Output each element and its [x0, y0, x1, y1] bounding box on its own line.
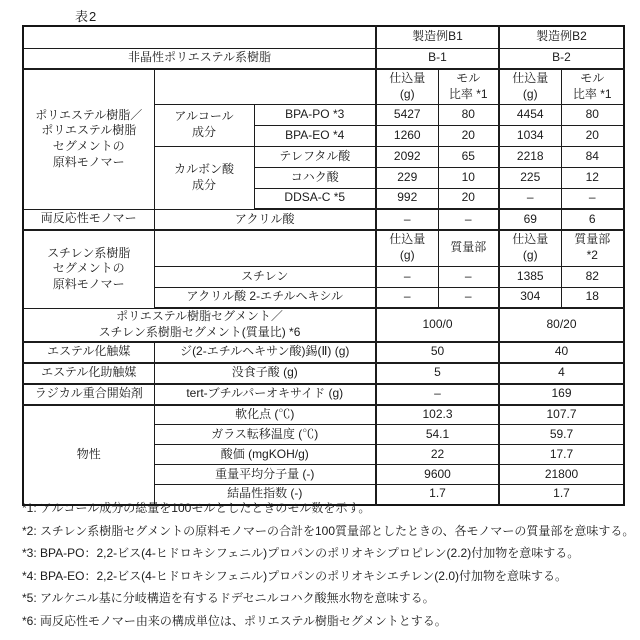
property-name: 軟化点 (℃) [154, 405, 376, 425]
value-cell: 4 [499, 363, 624, 384]
value-cell: 84 [561, 146, 624, 167]
value-cell: 229 [376, 167, 438, 188]
header-b1-charge: 仕込量 (g) [376, 69, 438, 104]
value-cell: 80/20 [499, 308, 624, 342]
monomer-name: テレフタル酸 [254, 146, 376, 167]
property-name: ガラス転移温度 (℃) [154, 425, 376, 445]
footnote-2: *2: スチレン系樹脂セグメントの原料モノマーの合計を100質量部としたときの、各モノマーの質量部を意味する。 [22, 523, 635, 538]
value-cell: 80 [561, 104, 624, 125]
value-cell: 2218 [499, 146, 561, 167]
substance-name: 没食子酸 (g) [154, 363, 376, 384]
value-cell: – [376, 266, 438, 287]
value-cell: – [561, 188, 624, 209]
substance-name: ジ(2-エチルヘキサン酸)錫(Ⅱ) (g) [154, 342, 376, 363]
value-cell: 18 [561, 287, 624, 308]
value-cell: 69 [499, 209, 561, 230]
header-example-b1: 製造例B1 [376, 26, 499, 48]
footnote-4: *4: BPA-EO：2,2-ビス(4-ヒドロキシフェニル)プロパンのポリオキシエチレン(2.0)付加物を意味する。 [22, 568, 567, 583]
footnote-5: *5: アルケニル基に分岐構造を有するドデセニルコハク酸無水物を意味する。 [22, 591, 435, 605]
value-cell: 22 [376, 445, 499, 465]
property-name: 酸価 (mgKOH/g) [154, 445, 376, 465]
value-cell: 304 [499, 287, 561, 308]
value-cell: – [499, 188, 561, 209]
monomer-name: スチレン [154, 266, 376, 287]
value-cell: 21800 [499, 465, 624, 485]
value-cell: 65 [438, 146, 499, 167]
row-label-alcohol-component: アルコール 成分 [154, 104, 254, 146]
value-cell: 54.1 [376, 425, 499, 445]
substance-name: tert-ブチルパーオキサイド (g) [154, 384, 376, 405]
blank-subheader-cell [154, 230, 376, 266]
value-cell: 169 [499, 384, 624, 405]
value-cell: 40 [499, 342, 624, 363]
value-cell: 82 [561, 266, 624, 287]
value-cell: 59.7 [499, 425, 624, 445]
header-example-b2: 製造例B2 [499, 26, 624, 48]
value-cell: 1385 [499, 266, 561, 287]
value-cell: 5 [376, 363, 499, 384]
row-label-amphoteric-monomer: 両反応性モノマー [23, 209, 154, 230]
value-cell: 50 [376, 342, 499, 363]
value-cell: 2092 [376, 146, 438, 167]
value-cell: 992 [376, 188, 438, 209]
value-cell: 20 [438, 188, 499, 209]
monomer-name: DDSA-C *5 [254, 188, 376, 209]
monomer-name: アクリル酸 [154, 209, 376, 230]
value-cell: 1.7 [499, 485, 624, 505]
row-label-esterification-cocatalyst: エステル化助触媒 [23, 363, 154, 384]
row-label-segment-mass-ratio: ポリエステル樹脂セグメント／ スチレン系樹脂セグメント(質量比) *6 [23, 308, 376, 342]
value-cell: – [376, 209, 438, 230]
property-name: 結晶性指数 (-) [154, 485, 376, 505]
monomer-name: BPA-EO *4 [254, 125, 376, 146]
row-label-radical-initiator: ラジカル重合開始剤 [23, 384, 154, 405]
row-label-styrene-monomers: スチレン系樹脂 セグメントの 原料モノマー [23, 230, 154, 308]
header-b1-mol-ratio: モル 比率 *1 [438, 69, 499, 104]
value-cell: 1260 [376, 125, 438, 146]
value-cell: 5427 [376, 104, 438, 125]
monomer-name: BPA-PO *3 [254, 104, 376, 125]
value-cell: 9600 [376, 465, 499, 485]
value-cell: 17.7 [499, 445, 624, 465]
footnote-6: *6: 両反応性モノマー由来の構成単位は、ポリエステル樹脂セグメントとする。 [22, 613, 447, 628]
value-cell: – [438, 287, 499, 308]
header-b2-charge: 仕込量 (g) [499, 230, 561, 266]
value-cell: – [376, 384, 499, 405]
resin-composition-table [22, 25, 625, 506]
value-cell: 20 [438, 125, 499, 146]
blank-subheader-cell [154, 69, 376, 104]
monomer-name: コハク酸 [254, 167, 376, 188]
value-cell: 1034 [499, 125, 561, 146]
value-cell: 20 [561, 125, 624, 146]
value-cell: 6 [561, 209, 624, 230]
resin-type-label: 非晶性ポリエステル系樹脂 [23, 48, 376, 69]
value-cell: 1.7 [376, 485, 499, 505]
value-cell: – [438, 266, 499, 287]
value-cell: 100/0 [376, 308, 499, 342]
monomer-name: アクリル酸 2-エチルヘキシル [154, 287, 376, 308]
header-b2-charge: 仕込量 (g) [499, 69, 561, 104]
blank-header-cell [23, 26, 376, 48]
value-cell: – [438, 209, 499, 230]
value-cell: 102.3 [376, 405, 499, 425]
row-label-polyester-monomers: ポリエステル樹脂／ ポリエステル樹脂 セグメントの 原料モノマー [23, 69, 154, 209]
row-label-carboxylic-component: カルボン酸 成分 [154, 146, 254, 209]
resin-code-b2: B-2 [499, 48, 624, 69]
header-b1-mass-parts: 質量部 [438, 230, 499, 266]
value-cell: 80 [438, 104, 499, 125]
table-title: 表2 [75, 9, 98, 24]
value-cell: 4454 [499, 104, 561, 125]
value-cell: 10 [438, 167, 499, 188]
resin-code-b1: B-1 [376, 48, 499, 69]
row-label-esterification-catalyst: エステル化触媒 [23, 342, 154, 363]
value-cell: 107.7 [499, 405, 624, 425]
header-b2-mass-parts: 質量部 *2 [561, 230, 624, 266]
value-cell: 12 [561, 167, 624, 188]
value-cell: – [376, 287, 438, 308]
footnote-3: *3: BPA-PO：2,2-ビス(4-ヒドロキシフェニル)プロパンのポリオキシプロピレン(2.2)付加物を意味する。 [22, 546, 580, 560]
header-b2-mol-ratio: モル 比率 *1 [561, 69, 624, 104]
row-label-properties: 物性 [23, 405, 154, 505]
header-b1-charge: 仕込量 (g) [376, 230, 438, 266]
footnotes [22, 501, 635, 637]
value-cell: 225 [499, 167, 561, 188]
property-name: 重量平均分子量 (-) [154, 465, 376, 485]
footnote-1: *1: アルコール成分の総量を100モルとしたときのモル数を示す。 [22, 501, 371, 515]
